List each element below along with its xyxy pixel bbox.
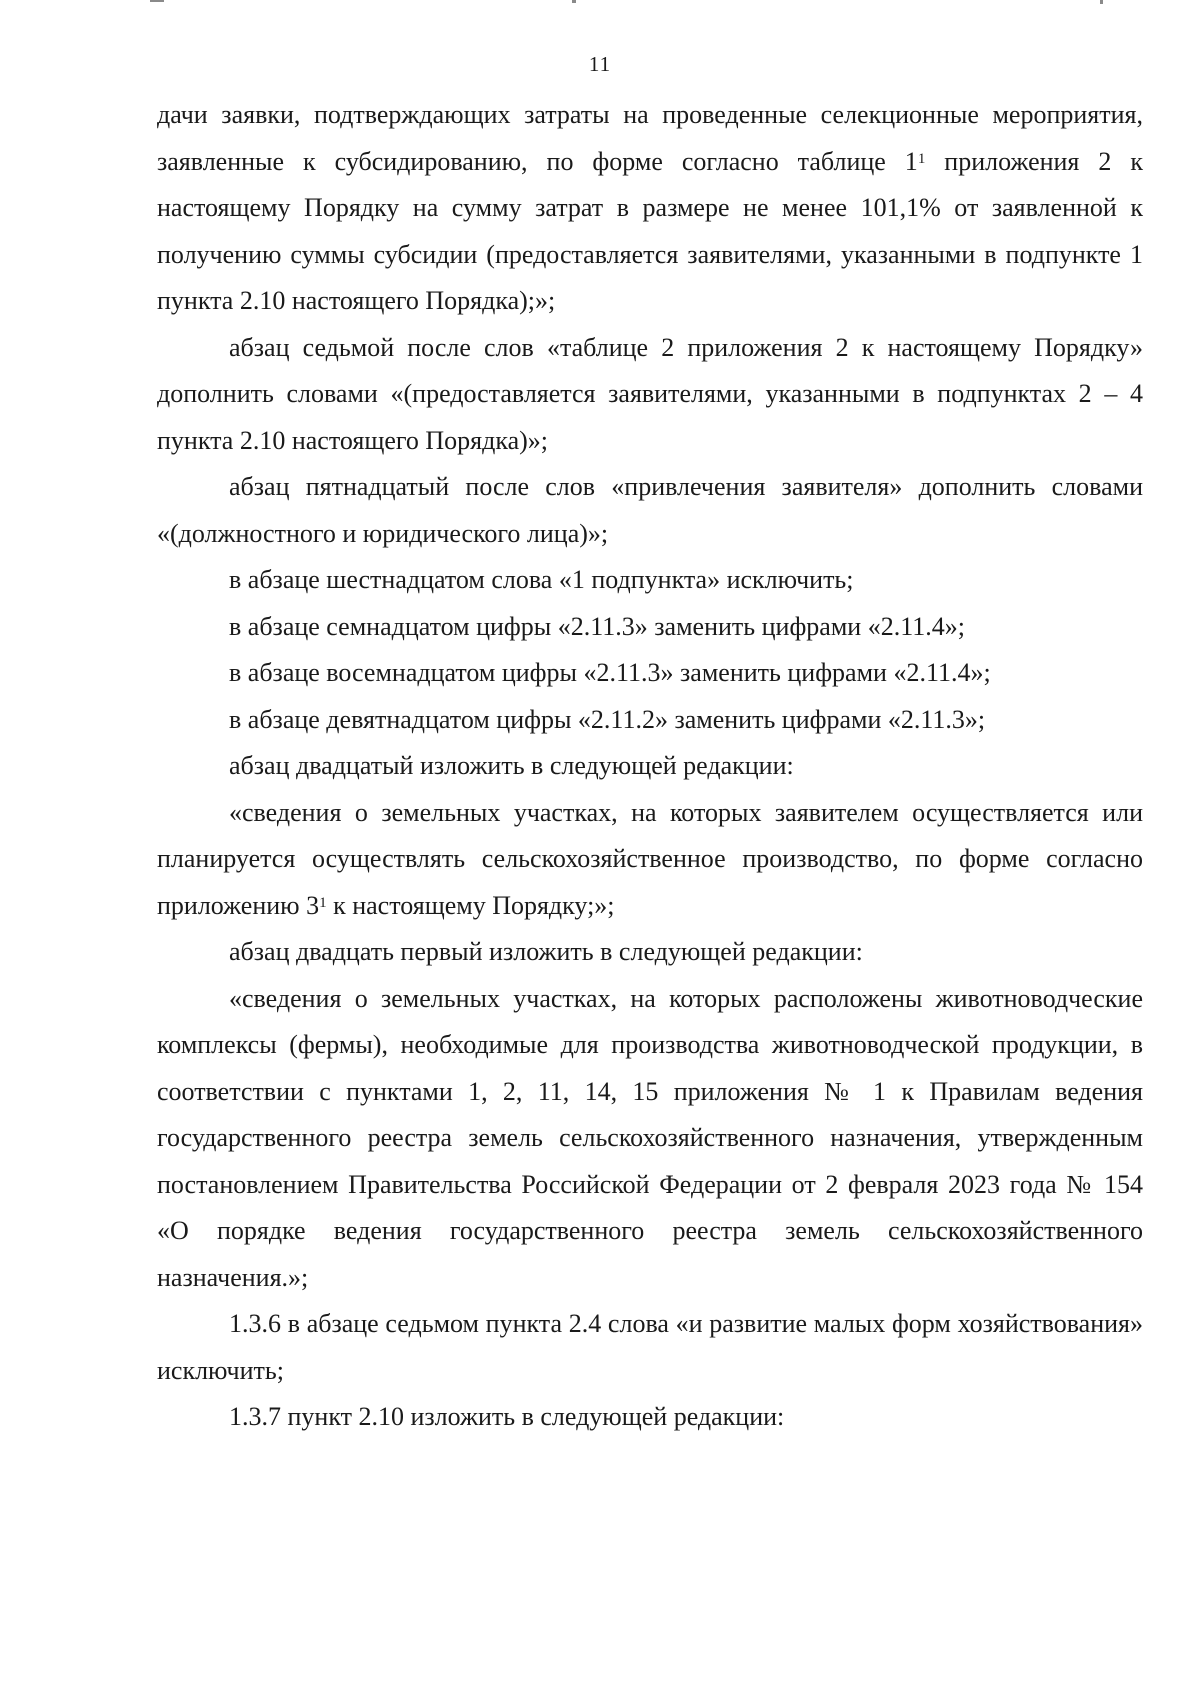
paragraph-p6 bbox=[157, 650, 1143, 697]
paragraph-p3 bbox=[157, 464, 1143, 557]
paragraph-p5 bbox=[157, 604, 1143, 651]
paragraph-p8 bbox=[157, 743, 1143, 790]
scan-artifact bbox=[1100, 0, 1103, 4]
paragraph-p12 bbox=[157, 1301, 1143, 1394]
paragraph-p13 bbox=[157, 1394, 1143, 1441]
paragraph-text: абзац двадцатый изложить в следующей редакции: bbox=[229, 751, 794, 780]
document-body bbox=[157, 92, 1143, 1441]
paragraph-text: в абзаце семнадцатом цифры «2.11.3» заменить цифрами «2.11.4»; bbox=[229, 611, 965, 641]
paragraph-text: абзац седьмой после слов «таблице 2 приложения 2 к настоящему Порядку» дополнить словами «(предоставляется заявителями, указанными в подпунктах 2 – 4 пункта 2.10 настоящего Порядка)»; bbox=[157, 332, 1143, 455]
paragraph-text: 1.3.6 в абзаце седьмом пункта 2.4 слова «и развитие малых форм хозяйствования» исключить; bbox=[157, 1309, 1143, 1385]
page-number: 11 bbox=[588, 52, 612, 76]
paragraph-p4 bbox=[157, 557, 1143, 604]
paragraph-text: «сведения о земельных участках, на которых заявителем осуществляется или планируется осуществлять сельскохозяйственное производство, по форме согласно приложению 3 bbox=[157, 797, 1143, 920]
paragraph-text: абзац пятнадцатый после слов «привлечения заявителя» дополнить словами «(должностного и юридического лица)»; bbox=[157, 472, 1143, 548]
paragraph-text: дачи заявки, подтверждающих затраты на проведенные селекционные мероприятия, заявленные к субсидированию, по форме согласно таблице 1 bbox=[157, 100, 1143, 176]
paragraph-p10 bbox=[157, 929, 1143, 976]
paragraph-p11 bbox=[157, 976, 1143, 1302]
paragraph-p7 bbox=[157, 697, 1143, 744]
paragraph-text: приложения 2 к настоящему Порядку на сумму затрат в размере не менее 101,1% от заявленной к получению суммы субсидии (предоставляется заявителями, указанными в подпункте 1 пункта 2.10 настоящего Порядка);»; bbox=[157, 146, 1143, 315]
scan-artifact bbox=[572, 0, 576, 3]
scan-artifact bbox=[150, 0, 164, 2]
paragraph-p1 bbox=[157, 92, 1143, 325]
paragraph-text: к настоящему Порядку;»; bbox=[326, 890, 615, 920]
paragraph-text: в абзаце шестнадцатом слова «1 подпункта» исключить; bbox=[229, 565, 854, 594]
paragraph-text: в абзаце восемнадцатом цифры «2.11.3» заменить цифрами «2.11.4»; bbox=[229, 658, 991, 687]
paragraph-text: «сведения о земельных участках, на которых расположены животноводческие комплексы (фермы), необходимые для производства животноводческой продукции, в соответствии с пунктами 1, 2, 11, 14, 15 приложения № 1 к Правилам ведения государственного реестра земель сельскохозяйственного назначения, утвержденным постановлением Правительства Российской Федерации от 2 февраля 2023 года № 154 «О порядке ведения государственного реестра земель сельскохозяйственного назначения.»; bbox=[157, 983, 1143, 1292]
paragraph-text: 1.3.7 пункт 2.10 изложить в следующей редакции: bbox=[229, 1402, 785, 1431]
superscript: 1 bbox=[917, 150, 926, 167]
paragraph-p9 bbox=[157, 790, 1143, 930]
paragraph-text: абзац двадцать первый изложить в следующей редакции: bbox=[229, 937, 863, 966]
superscript: 1 bbox=[319, 894, 327, 911]
paragraph-p2 bbox=[157, 325, 1143, 465]
paragraph-text: в абзаце девятнадцатом цифры «2.11.2» заменить цифрами «2.11.3»; bbox=[229, 704, 986, 734]
